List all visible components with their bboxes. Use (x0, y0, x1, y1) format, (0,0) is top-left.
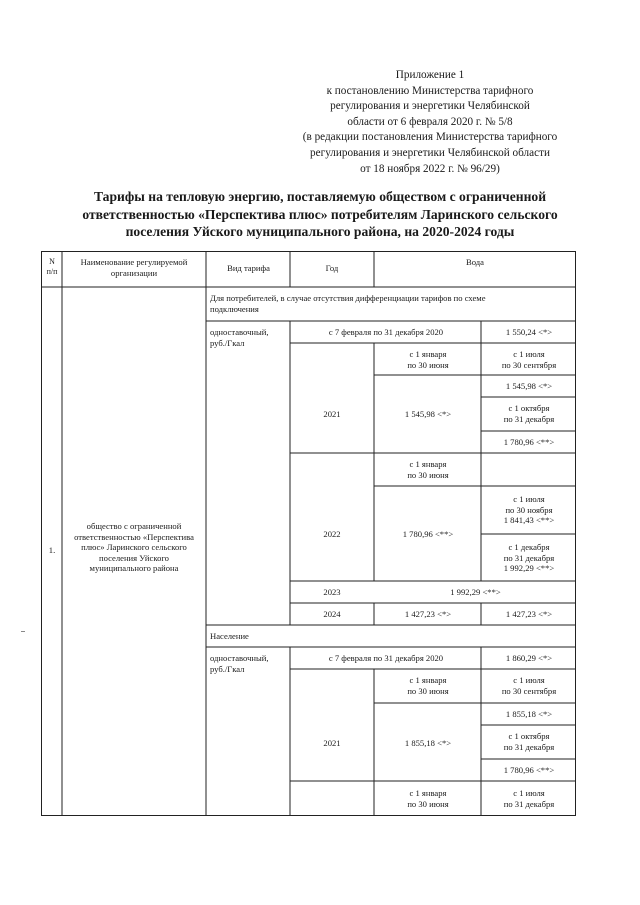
header-line: от 18 ноября 2022 г. № 96/29) (360, 162, 500, 175)
row-number: 1. (48, 545, 56, 555)
period-line: с 1 июля (513, 349, 545, 359)
organization-name (63, 521, 205, 574)
period-line: по 30 июня (407, 685, 449, 696)
header-num-line: п/п (46, 267, 58, 276)
section-label-line: подключения (210, 303, 259, 314)
tariff-type-line: одноставочный, (210, 327, 269, 337)
org-line: плюс» Ларинского сельского (81, 542, 187, 552)
period-oct-dec-2021-population (482, 731, 576, 752)
header-line: регулирования и энергетики Челябинской (330, 100, 530, 113)
period-line: по 30 июня (407, 798, 449, 809)
period-line: с 1 июля (513, 494, 545, 504)
value-2024-h1: 1 427,23 <*> (404, 609, 452, 619)
period-h1-2021 (375, 349, 481, 370)
org-line: ответственностью «Перспектива (74, 531, 194, 542)
value-2022-h1: 1 780,96 <**> (402, 529, 454, 539)
period-h1-2022-population (375, 788, 481, 809)
period-line: с 1 июля (513, 675, 545, 685)
period-line: с 1 января (409, 675, 447, 685)
value-2024-h2: 1 427,23 <*> (505, 609, 553, 619)
header-org-line: организации (110, 267, 158, 278)
period-line: с 1 июля (513, 788, 545, 798)
value-2020-population: 1 860,29 <*> (505, 653, 553, 663)
section-label-line: Для потребителей, в случае отсутствия дифференциации тарифов по схеме (210, 293, 486, 303)
period-line: по 31 декабря (503, 552, 555, 563)
value-2021-q4-population: 1 780,96 <**> (503, 765, 555, 775)
header-water: Вода (466, 257, 484, 267)
section-label-general (210, 293, 570, 314)
year-2022: 2022 (323, 529, 341, 539)
header-num-line: N (49, 257, 55, 266)
period-line: с 1 декабря (508, 542, 550, 552)
tariff-type-line: руб./Гкал (210, 337, 245, 348)
period-h2-2021-population (482, 675, 576, 696)
document-header (280, 68, 580, 177)
value-2020: 1 550,24 <*> (505, 327, 553, 337)
value-2021-q3: 1 545,98 <*> (505, 381, 553, 391)
period-h2-2022-population (482, 788, 576, 809)
year-2023: 2023 (323, 587, 341, 597)
year-2024: 2024 (323, 609, 341, 619)
period-line: по 30 сентября (501, 359, 557, 370)
title-line: поселения Уйского муниципального района, на 2020-2024 годы (125, 224, 515, 239)
period-line: 1 992,29 <**> (503, 563, 555, 573)
period-h1-2021-population (375, 675, 481, 696)
period-line: с 1 января (409, 459, 447, 469)
org-line: общество с ограниченной (86, 521, 182, 531)
period-line: по 30 июня (407, 359, 449, 370)
period-2020-population: с 7 февраля по 31 декабря 2020 (328, 653, 444, 663)
period-jul-nov-2022 (482, 494, 576, 526)
margin-mark (21, 631, 25, 632)
period-dec-2022 (482, 542, 576, 574)
tariff-type-population (210, 653, 288, 674)
document-title (44, 188, 596, 241)
period-2020: с 7 февраля по 31 декабря 2020 (328, 327, 444, 337)
header-line: регулирования и энергетики Челябинской области (310, 146, 550, 159)
header-organization (63, 257, 205, 278)
tariff-type-line: руб./Гкал (210, 663, 245, 674)
value-2021-h1: 1 545,98 <*> (404, 409, 452, 419)
period-h2-2021 (482, 349, 576, 370)
title-line: ответственностью «Перспектива плюс» потребителям Ларинского сельского (82, 206, 558, 222)
year-2021: 2021 (323, 409, 341, 419)
tariff-table (41, 251, 576, 816)
org-line: муниципального района (89, 563, 179, 573)
org-line: поселения Уйского (99, 552, 169, 563)
header-year: Год (325, 263, 339, 273)
header-tariff-type: Вид тарифа (227, 263, 270, 273)
period-line: по 31 декабря (503, 413, 555, 424)
header-num (42, 257, 62, 277)
period-line: по 30 ноября (505, 504, 553, 515)
period-oct-dec-2021 (482, 403, 576, 424)
period-line: по 31 декабря (503, 798, 555, 809)
period-line: 1 841,43 <**> (503, 515, 555, 525)
header-line: (в редакции постановления Министерства тарифного (302, 131, 558, 144)
value-2021-q3-population: 1 855,18 <*> (505, 709, 553, 719)
period-line: с 1 января (409, 788, 447, 798)
value-2021-q4: 1 780,96 <**> (503, 437, 555, 447)
header-line: Приложение 1 (395, 69, 465, 81)
header-org-line: Наименование регулируемой (80, 257, 188, 267)
tariff-type-line: одноставочный, (210, 653, 269, 663)
tariff-type-general (210, 327, 288, 348)
year-2021-population: 2021 (323, 738, 341, 748)
period-line: по 30 сентября (501, 685, 557, 696)
value-2023: 1 992,29 <**> (450, 587, 501, 597)
value-2021-h1-population: 1 855,18 <*> (404, 738, 452, 748)
header-line: к постановлению Министерства тарифного (326, 84, 534, 97)
period-line: по 30 июня (407, 469, 449, 480)
period-line: с 1 октября (508, 403, 550, 413)
period-line: с 1 января (409, 349, 447, 359)
title-line: Тарифы на тепловую энергию, поставляемую обществом с ограниченной (93, 189, 547, 204)
period-line: по 31 декабря (503, 741, 555, 752)
period-line: с 1 октября (508, 731, 550, 741)
header-line: области от 6 февраля 2020 г. № 5/8 (347, 115, 513, 128)
period-h1-2022 (375, 459, 481, 480)
section-label-population: Население (210, 631, 249, 641)
